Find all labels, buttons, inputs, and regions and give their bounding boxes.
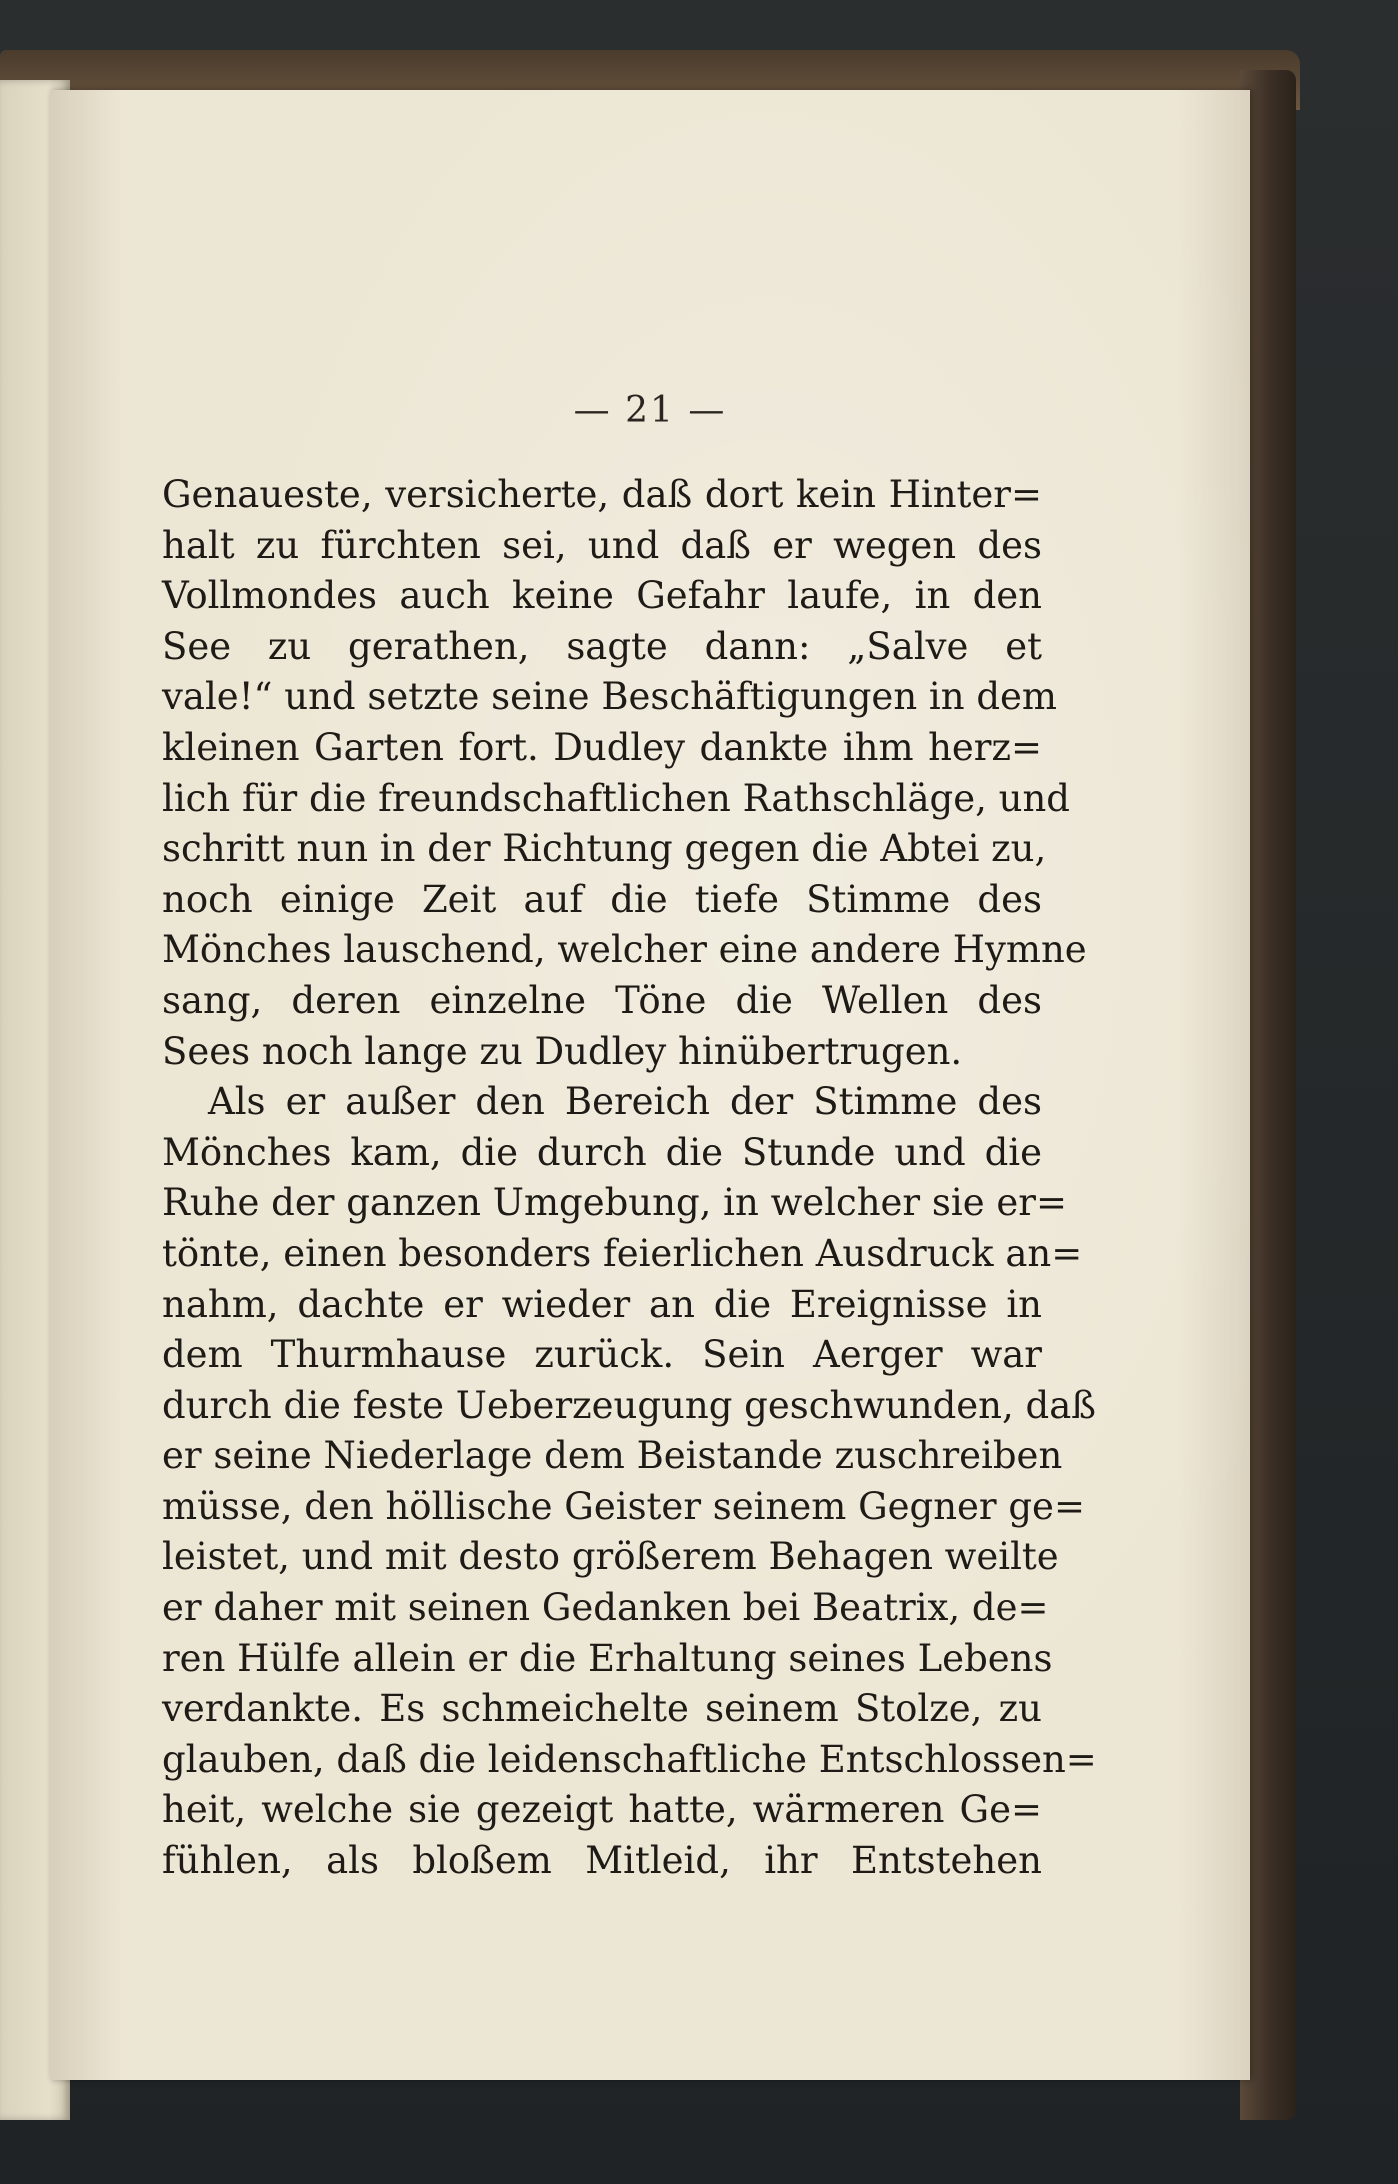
- text-line: Mönches lauschend, welcher eine andere Hymne: [162, 928, 1087, 972]
- text-line: schritt nun in der Richtung gegen die Abtei zu,: [162, 827, 1047, 871]
- book-page: [50, 90, 1250, 2080]
- text-line: leistet, und mit desto größerem Behagen weilte: [162, 1535, 1059, 1579]
- text-line: er daher mit seinen Gedanken bei Beatrix, de=: [162, 1586, 1049, 1630]
- text-line: Als er außer den Bereich der Stimme des: [208, 1080, 1042, 1124]
- body-text: [162, 470, 1097, 1887]
- text-line: lich für die freundschaftlichen Rathschläge, und: [162, 776, 1070, 820]
- text-line: glauben, daß die leidenschaftliche Entschlossen=: [162, 1737, 1097, 1781]
- text-line: durch die feste Ueberzeugung geschwunden, daß: [162, 1383, 1096, 1427]
- text-line: tönte, einen besonders feierlichen Ausdruck an=: [162, 1231, 1083, 1275]
- text-line: kleinen Garten fort. Dudley dankte ihm herz=: [162, 725, 1042, 769]
- text-line: halt zu fürchten sei, und daß er wegen des: [162, 523, 1042, 567]
- text-line: dem Thurmhause zurück. Sein Aerger war: [162, 1333, 1042, 1377]
- text-line: Mönches kam, die durch die Stunde und die: [162, 1130, 1042, 1174]
- text-line: fühlen, als bloßem Mitleid, ihr Entstehen: [162, 1839, 1042, 1883]
- text-line: See zu gerathen, sagte dann: „Salve et: [162, 624, 1042, 668]
- text-line: nahm, dachte er wieder an die Ereignisse in: [162, 1282, 1042, 1326]
- text-line: sang, deren einzelne Töne die Wellen des: [162, 978, 1042, 1022]
- text-line: heit, welche sie gezeigt hatte, wärmeren Ge=: [162, 1788, 1042, 1832]
- text-line: Ruhe der ganzen Umgebung, in welcher sie er=: [162, 1181, 1067, 1225]
- text-line: er seine Niederlage dem Beistande zuschreiben: [162, 1434, 1063, 1478]
- text-line: müsse, den höllische Geister seinem Gegner ge=: [162, 1484, 1085, 1528]
- text-line: ren Hülfe allein er die Erhaltung seines Lebens: [162, 1636, 1053, 1680]
- text-line: verdankte. Es schmeichelte seinem Stolze, zu: [162, 1687, 1042, 1731]
- text-line: vale!“ und setzte seine Beschäftigungen in dem: [162, 675, 1058, 719]
- text-line: noch einige Zeit auf die tiefe Stimme des: [162, 877, 1042, 921]
- text-line: Genaueste, versicherte, daß dort kein Hinter=: [162, 473, 1042, 516]
- text-line: Sees noch lange zu Dudley hinübertrugen.: [162, 1029, 963, 1073]
- text-line: Vollmondes auch keine Gefahr laufe, in den: [162, 574, 1042, 618]
- page-number: — 21 —: [573, 390, 727, 431]
